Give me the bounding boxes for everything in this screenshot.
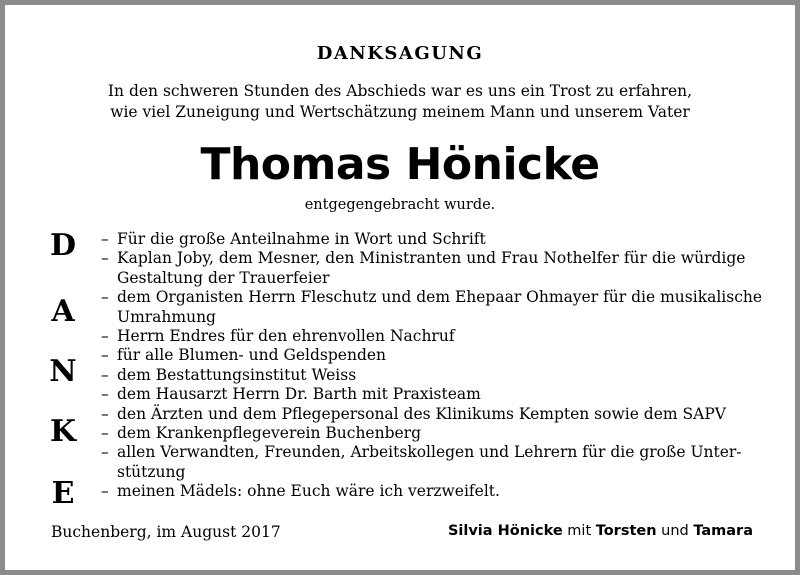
danke-letter-e: E [51,476,75,511]
intro-line-1: In den schweren Stunden des Abschieds war es uns ein Trost zu erfahren, [107,82,693,100]
notice-heading: DANKSAGUNG [316,43,484,64]
list-item-text: Für die große Anteilnahme in Wort und Schrift [117,230,486,248]
signature-name-1: Silvia Hönicke [447,523,563,539]
list-item-text: dem Organisten Herrn Fleschutz und dem Ehepaar Ohmayer für die musikalische Umrahmung [117,288,763,326]
dash-bullet: – [101,385,109,404]
signature [448,523,753,539]
list-item-text: dem Bestattungsinstitut Weiss [117,365,357,384]
signature-name-2: Torsten [595,523,657,539]
list-item [101,249,781,288]
list-item-text: für alle Blumen- und Geldspenden [117,346,387,365]
list-item [101,405,781,424]
list-item [101,366,781,385]
dash-bullet: – [101,365,109,384]
signature-joiner-2: und [661,523,689,539]
dash-bullet: – [101,327,109,346]
dash-bullet: – [101,424,109,443]
dash-bullet: – [101,288,109,307]
list-item [101,482,781,501]
list-item [101,288,781,327]
signature-joiner-1: mit [567,523,592,539]
danke-letter-n: N [49,354,77,389]
list-item [101,443,781,482]
dash-bullet: – [101,482,109,501]
thanks-list [101,230,781,502]
list-item-text: den Ärzten und dem Pflegepersonal des Klinikums Kempten sowie dem SAPV [117,404,726,423]
list-item-text: meinen Mädels: ohne Euch wäre ich verzweifelt. [117,482,500,501]
list-item-text: dem Hausarzt Herrn Dr. Barth mit Praxisteam [117,385,481,404]
dash-bullet: – [101,346,109,365]
list-item [101,385,781,404]
list-item [101,346,781,365]
list-item-text: Herrn Endres für den ehrenvollen Nachruf [117,327,455,346]
list-item-text: Kaplan Joby, dem Mesner, den Ministranten und Frau Nothelfer für die würdige Gestaltung der Trauerfeier [117,249,746,287]
deceased-name: Thomas Hönicke [200,139,600,190]
place-date: Buchenberg, im August 2017 [51,523,281,541]
dash-bullet: – [101,230,109,248]
list-item [101,424,781,443]
dash-bullet: – [101,404,109,423]
danke-letter-d: D [49,228,76,263]
dash-bullet: – [101,249,109,268]
danke-letter-a: A [51,294,75,329]
list-item [101,327,781,346]
signature-name-3: Tamara [693,523,753,539]
dash-bullet: – [101,443,109,462]
list-item-text: allen Verwandten, Freunden, Arbeitskollegen und Lehrern für die große Unter-stützung [117,443,742,481]
list-item [101,230,781,249]
list-item-text: dem Krankenpflegeverein Buchenberg [117,424,422,443]
after-name-text: entgegengebracht wurde. [304,197,496,213]
danke-letter-k: K [49,414,77,449]
intro-line-2: wie viel Zuneigung und Wertschätzung meinem Mann und unserem Vater [110,103,690,121]
intro-text [5,81,795,123]
